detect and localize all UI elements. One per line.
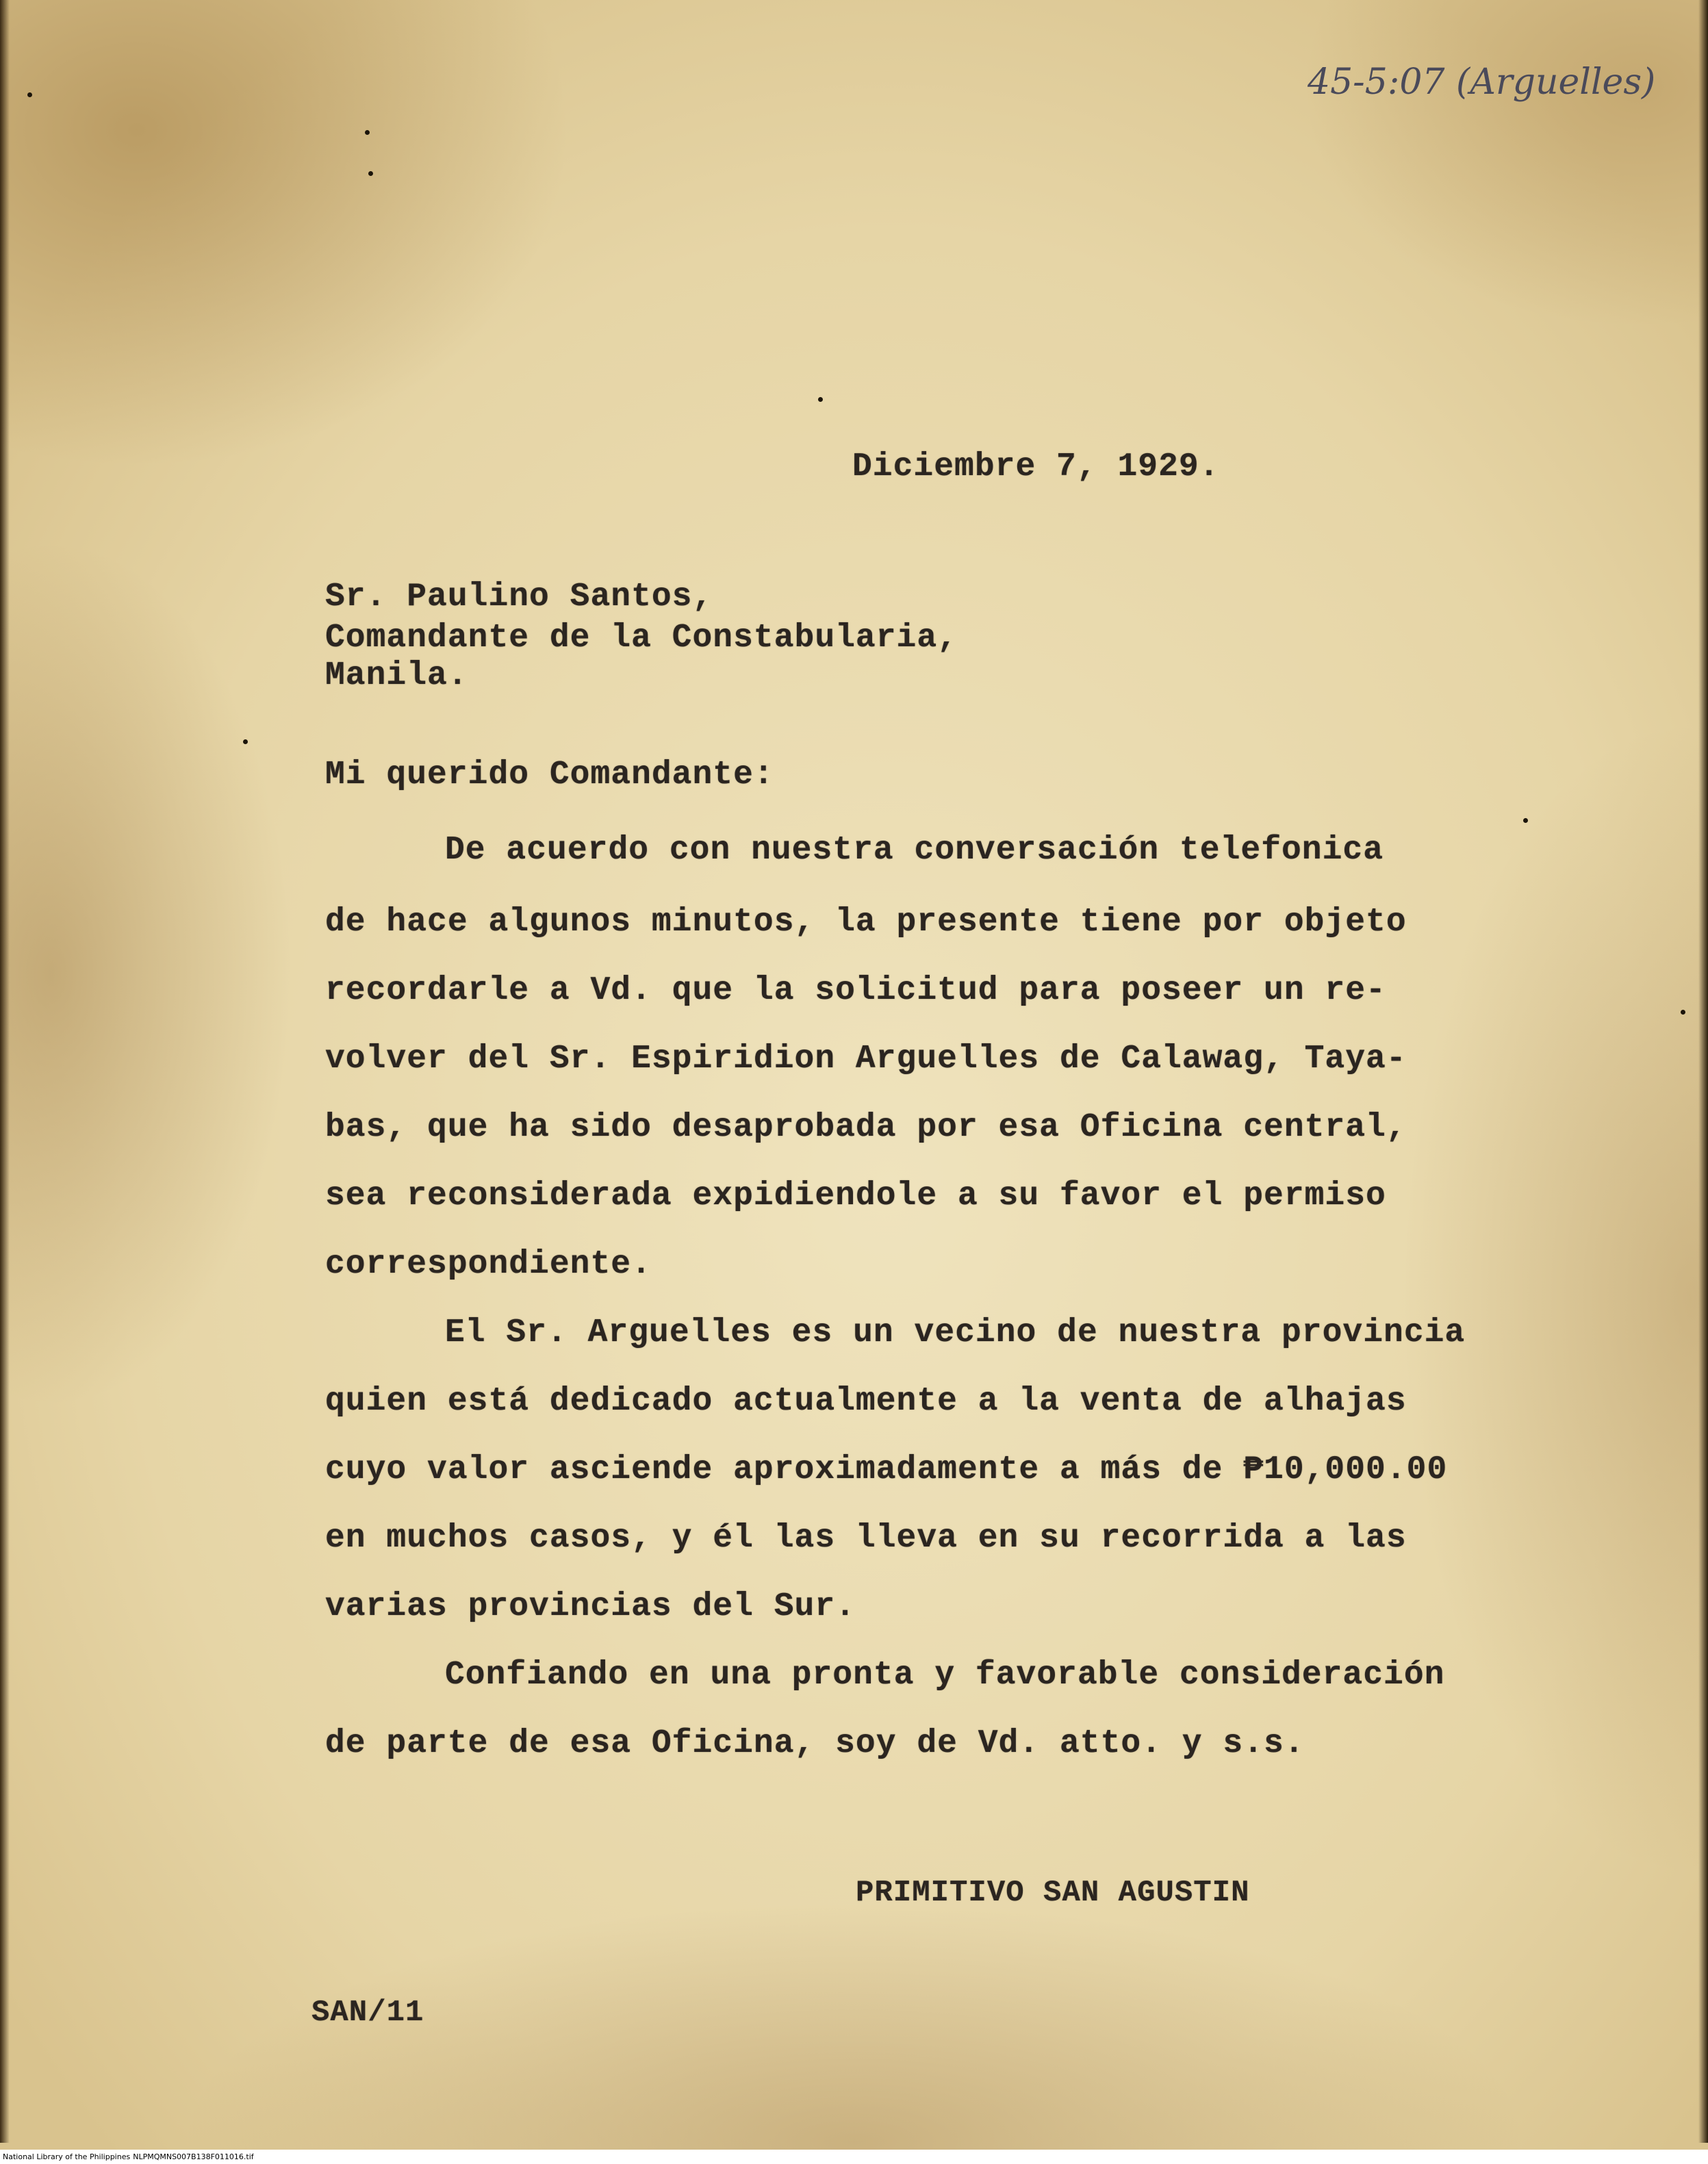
paragraph-line: Confiando en una pronta y favorable consideración xyxy=(445,1657,1445,1694)
ink-speck xyxy=(1681,1010,1685,1015)
letter-date: Diciembre 7, 1929. xyxy=(852,448,1220,485)
paragraph-line: de hace algunos minutos, la presente tiene por objeto xyxy=(325,904,1407,941)
recipient-title: Comandante de la Constabularia, xyxy=(325,620,958,657)
ink-speck xyxy=(368,171,373,176)
ink-speck xyxy=(1523,818,1528,823)
ink-speck xyxy=(243,739,248,744)
handwritten-annotation: 45-5:07 (Arguelles) xyxy=(1308,62,1656,103)
archive-name: National Library of the Philippines xyxy=(3,2152,131,2161)
paragraph-line: recordarle a Vd. que la solicitud para poseer un re- xyxy=(325,972,1386,1009)
ink-speck xyxy=(27,92,32,97)
paragraph-line: volver del Sr. Espiridion Arguelles de Calawag, Taya- xyxy=(325,1041,1407,1078)
paragraph-line: sea reconsiderada expidiendole a su favor el permiso xyxy=(325,1178,1386,1214)
paragraph-line: quien está dedicado actualmente a la venta de alhajas xyxy=(325,1383,1407,1420)
salutation: Mi querido Comandante: xyxy=(325,756,774,793)
page-edge-right xyxy=(1698,0,1708,2143)
paragraph-line: De acuerdo con nuestra conversación telefonica xyxy=(445,832,1384,869)
ink-speck xyxy=(365,130,370,135)
paragraph-line: El Sr. Arguelles es un vecino de nuestra provincia xyxy=(445,1314,1466,1351)
file-name: NLPMQMNS007B138F011016.tif xyxy=(133,2152,254,2161)
ink-speck xyxy=(818,397,823,402)
paragraph-line: bas, que ha sido desaprobada por esa Oficina central, xyxy=(325,1109,1407,1146)
archive-footer xyxy=(0,2150,1708,2164)
paragraph-line: de parte de esa Oficina, soy de Vd. atto. y s.s. xyxy=(325,1725,1305,1762)
paragraph-line: en muchos casos, y él las lleva en su recorrida a las xyxy=(325,1520,1407,1557)
paragraph-line: correspondiente. xyxy=(325,1246,652,1283)
reference-initials: SAN/11 xyxy=(311,1996,424,2030)
paragraph-line: cuyo valor asciende aproximadamente a más de ₱10,000.00 xyxy=(325,1451,1448,1488)
paragraph-line: varias provincias del Sur. xyxy=(325,1588,856,1625)
recipient-name: Sr. Paulino Santos, xyxy=(325,578,713,615)
page-edge-left xyxy=(0,0,10,2143)
signer-name: PRIMITIVO SAN AGUSTIN xyxy=(856,1876,1250,1910)
recipient-city: Manila. xyxy=(325,657,468,694)
